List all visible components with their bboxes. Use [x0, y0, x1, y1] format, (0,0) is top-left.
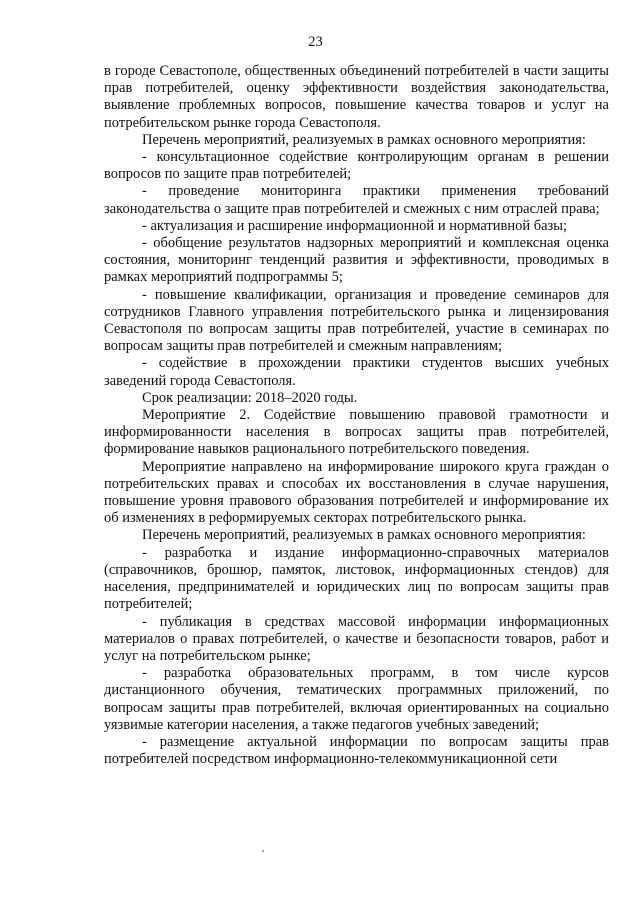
list-item: - размещение актуальной информации по вопросам защиты прав потребителей посредством информационно-телекоммуникационной сети — [104, 733, 609, 768]
paragraph: Мероприятие направлено на информирование широкого круга граждан о потребительских правах и способах их восстановления в случае нарушения, повышение уровня правового образования потребителей и информирование их об изменениях в реформируемых секторах потребительского рынка. — [104, 458, 609, 527]
list-item: - разработка образовательных программ, в том числе курсов дистанционного обучения, тематических программных приложений, по вопросам защиты прав потребителей, включая ориентированных на социально уязвимые категории населения, а также педагогов учебных заведений; — [104, 665, 609, 733]
scan-speck — [262, 850, 264, 852]
list-item: - содействие в прохождении практики студентов высших учебных заведений города Севастополя. — [104, 355, 609, 389]
list-item: - проведение мониторинга практики применения требований законодательства о защите прав потребителей и смежных с ним отраслей права; — [104, 183, 609, 217]
list-item: - обобщение результатов надзорных мероприятий и комплексная оценка состояния, мониторинг тенденций развития и эффективности, проводимых в рамках мероприятий подпрограммы 5; — [104, 235, 609, 286]
paragraph: Мероприятие 2. Содействие повышению правовой грамотности и информированности населения в вопросах защиты прав потребителей, формирование навыков рационального потребительского поведения. — [104, 407, 609, 458]
page-number: 23 — [308, 34, 323, 50]
list-item: - повышение квалификации, организация и проведение семинаров для сотрудников Главного управления потребительского рынка и лицензирования Севастополя по вопросам защиты прав потребителей, участие в семинарах по вопросам защиты прав потребителей и смежным направлениям; — [104, 286, 609, 355]
list-item: - разработка и издание информационно-справочных материалов (справочников, брошюр, памяток, листовок, информационных стендов) для населения, предпринимателей и юридических лиц по вопросам защиты прав потребителей; — [104, 544, 609, 613]
list-item: - консультационное содействие контролирующим органам в решении вопросов по защите прав потребителей; — [104, 149, 609, 183]
paragraph: Перечень мероприятий, реализуемых в рамках основного мероприятия: — [142, 527, 586, 544]
document-body — [104, 63, 609, 768]
list-item: - публикация в средствах массовой информации информационных материалов о правах потребителей, о качестве и безопасности товаров, работ и услуг на потребительском рынке; — [104, 613, 609, 664]
paragraph: Перечень мероприятий, реализуемых в рамках основного мероприятия: — [142, 131, 586, 148]
paragraph: в городе Севастополе, общественных объединений потребителей в части защиты прав потребителей, оценку эффективности воздействия законодательства, выявление проблемных вопросов, повышение качества товаров и услуг на потребительском рынке города Севастополя. — [104, 63, 609, 131]
list-item: - актуализация и расширение информационной и нормативной базы; — [142, 217, 568, 234]
paragraph: Срок реализации: 2018–2020 годы. — [142, 389, 358, 406]
